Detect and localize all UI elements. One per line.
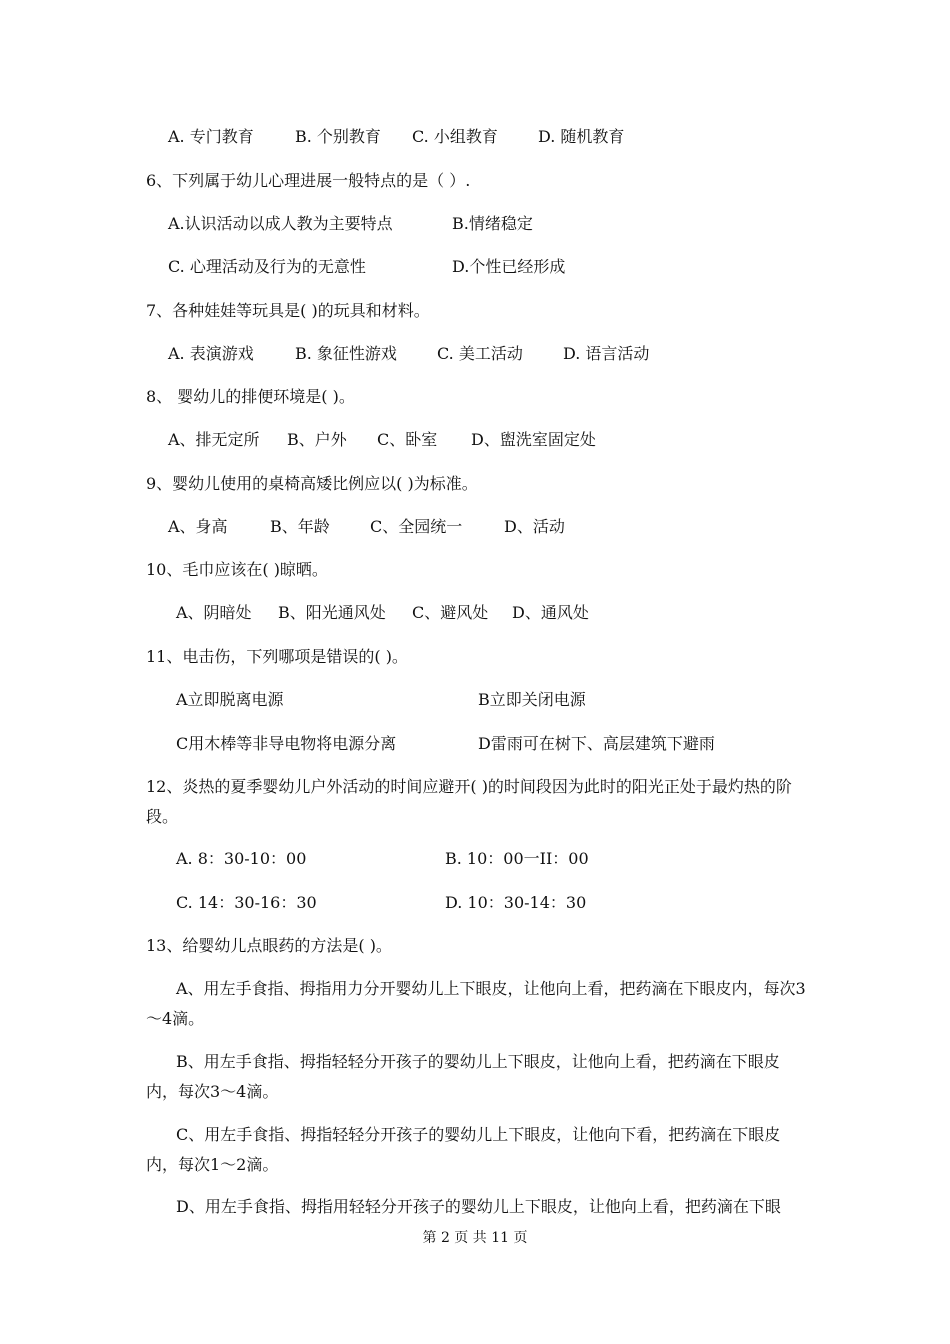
q5-option-d: D. 随机教育	[538, 127, 625, 146]
q7-option-c: C. 美工活动	[437, 344, 523, 363]
q10-option-d: D、通风处	[512, 603, 589, 622]
q13-stem: 13、给婴幼儿点眼药的方法是( )。	[146, 936, 392, 955]
page-number-footer: 第 2 页 共 11 页	[422, 1230, 528, 1246]
q8-option-c: C、卧室	[377, 430, 438, 449]
q9-option-b: B、年龄	[270, 517, 330, 536]
q11-option-a: A立即脱离电源	[176, 690, 284, 709]
q12-option-c: C. 14：30-16：30	[176, 893, 317, 912]
q9-stem: 9、婴幼儿使用的桌椅高矮比例应以( )为标准。	[146, 474, 478, 493]
q5-option-a: A. 专门教育	[168, 127, 254, 146]
q9-option-c: C、全园统一	[370, 517, 463, 536]
q13-option-a: A、用左手食指、拇指用力分开婴幼儿上下眼皮，让他向上看，把药滴在下眼皮内，每次3～4滴。	[146, 979, 806, 1028]
q7-option-d: D. 语言活动	[563, 344, 650, 363]
q7-option-a: A. 表演游戏	[168, 344, 254, 363]
q13-option-c: C、用左手食指、拇指轻轻分开孩子的婴幼儿上下眼皮，让他向下看，把药滴在下眼皮内，每次1～2滴。	[146, 1125, 781, 1174]
q10-option-b: B、阳光通风处	[278, 603, 386, 622]
q6-option-d: D.个性已经形成	[452, 257, 566, 276]
q6-option-b: B.情绪稳定	[452, 214, 533, 233]
q11-option-d: D雷雨可在树下、高层建筑下避雨	[478, 734, 715, 753]
q11-option-c: C用木棒等非导电物将电源分离	[176, 734, 397, 753]
q13-option-d: D、用左手食指、拇指用轻轻分开孩子的婴幼儿上下眼皮，让他向上看，把药滴在下眼	[176, 1197, 781, 1216]
q5-option-b: B. 个别教育	[295, 127, 381, 146]
q6-option-a: A.认识活动以成人教为主要特点	[168, 214, 393, 233]
q8-option-a: A、排无定所	[168, 430, 260, 449]
q12-stem: 12、炎热的夏季婴幼儿户外活动的时间应避开( )的时间段因为此时的阳光正处于最灼热的阶段。	[146, 777, 792, 826]
q7-stem: 7、各种娃娃等玩具是( )的玩具和材料。	[146, 301, 430, 320]
q10-option-a: A、阴暗处	[176, 603, 252, 622]
q10-stem: 10、毛巾应该在( )晾晒。	[146, 560, 328, 579]
q11-option-b: B立即关闭电源	[478, 690, 586, 709]
q12-option-d: D. 10：30-14：30	[445, 893, 587, 912]
q8-stem: 8、 婴幼儿的排便环境是( )。	[146, 387, 355, 406]
q10-option-c: C、避风处	[412, 603, 489, 622]
q7-option-b: B. 象征性游戏	[295, 344, 397, 363]
q9-option-a: A、身高	[168, 517, 228, 536]
q5-option-c: C. 小组教育	[412, 127, 498, 146]
q12-option-b: B. 10：00一II：00	[445, 849, 589, 868]
q11-stem: 11、电击伤，下列哪项是错误的( )。	[146, 647, 408, 666]
q6-option-c: C. 心理活动及行为的无意性	[168, 257, 366, 276]
q13-option-b: B、用左手食指、拇指轻轻分开孩子的婴幼儿上下眼皮，让他向上看，把药滴在下眼皮内，每次3～4滴。	[146, 1052, 780, 1101]
q6-stem: 6、下列属于幼儿心理进展一般特点的是（ ）.	[146, 171, 471, 190]
q12-option-a: A. 8：30-10：00	[176, 849, 307, 868]
q9-option-d: D、活动	[504, 517, 565, 536]
q8-option-d: D、盥洗室固定处	[471, 430, 596, 449]
q8-option-b: B、户外	[287, 430, 347, 449]
